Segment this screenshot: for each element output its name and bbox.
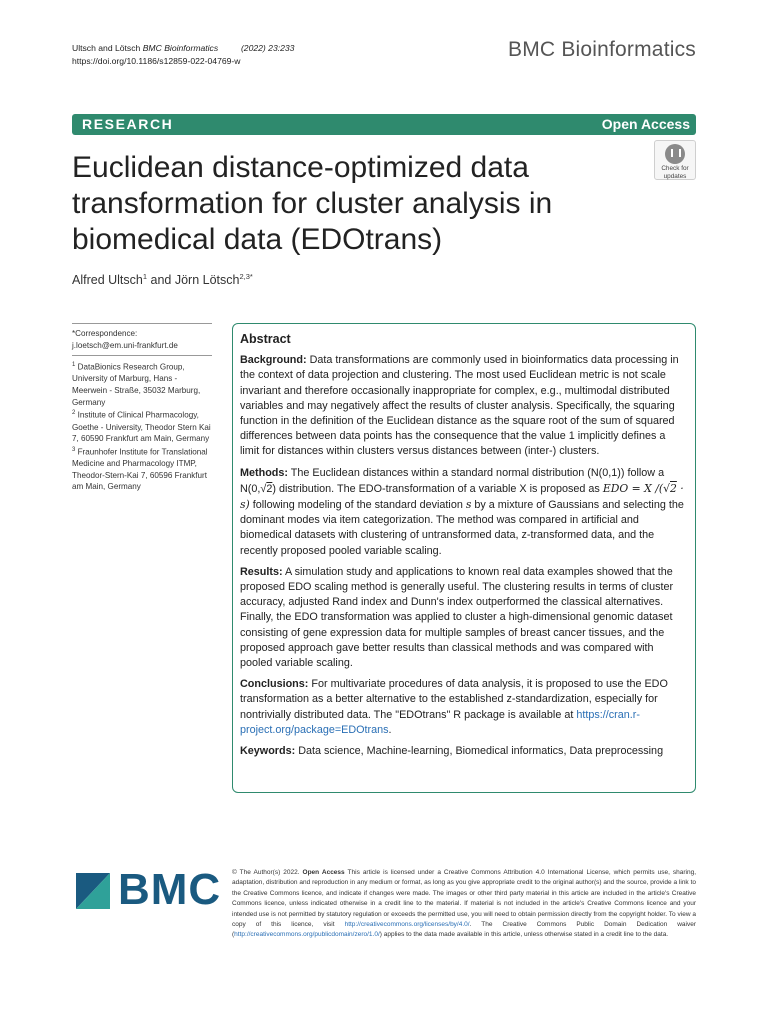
author-line [72, 272, 253, 287]
crossmark-line2: updates [663, 173, 687, 180]
abstract-methods: Methods: The Euclidean distances within a standard normal distribution (N(0,1)) follow a N(0,√2) distribution. The EDO-transformation of a variable X is proposed as EDO = X /(√2 · s) following modeling of the standard deviation s by a mixture of Gaussians and selecting the dominant modes via item categorization. The method was compared in artificial and biomedical datasets with clustering of untransformed data, z-transformed data, and the recently proposed pooled variable scaling. [240, 466, 684, 557]
abstract-keywords: Keywords: Data science, Machine-learning, Biomedical informatics, Data preprocessing [240, 745, 664, 758]
crossmark-line1: Check for [661, 165, 689, 172]
abstract-conclusions: Conclusions: For multivariate procedures of data analysis, it is proposed to use the EDO transformation as a better alternative to the established z-standardization, especially for nontrivially distributed data. The "EDOtrans" R package is available at https://cran.r-project.org/package=EDOtrans. [240, 678, 668, 736]
header-journal: BMC Bioinformatics [142, 43, 219, 53]
cc-by-license-link[interactable]: http://creativecommons.org/licenses/by/4.0/ [344, 921, 470, 929]
edo-formula: EDO = X /(√2 · s) [240, 481, 684, 512]
header-year-volume: (2022) 23:233 [240, 43, 295, 53]
abstract-results: Results: A simulation study and applications to known real data examples showed that the proposed EDO scaling method is generally useful. The clustering results in terms of cluster accuracy, adjusted Rand index and Dunn's index outperformed the classical alternatives. Finally, the EDO transformation was applied to cluster a high-dimensional genomic dataset consisting of gene expression data for multiple samples of breast cancer tissues, and the proposed approach gave better results than classical methods and was compared with pooled variable scaling. [240, 565, 674, 670]
bmc-logo-text: BMC [118, 865, 222, 914]
bmc-logo-mark-icon [76, 873, 110, 909]
article-title: Euclidean distance-optimized data transformation for cluster analysis in biomedical data (EDOtrans) [72, 151, 553, 256]
affiliation-1: $^1$ DataBionics Research Group, University of Marburg, Hans - Meerwein - Straße, 35032 Marburg, Germany [72, 362, 201, 407]
correspondence-label: *Correspondence: [72, 329, 138, 338]
header-authors: Ultsch and Lötsch [72, 43, 141, 53]
header-doi-link[interactable]: https://doi.org/10.1186/s12859-022-04769-w [72, 56, 241, 66]
affiliation-3: $^3$ Fraunhofer Institute for Translational Medicine and Pharmacology ITMP, Theodor-Stern-Kai 7, 60596 Frankfurt am Main, Germany [72, 446, 208, 492]
affiliations-sidebar [72, 323, 212, 493]
research-label: RESEARCH [82, 116, 174, 132]
sqrt-symbol: √ [260, 482, 267, 495]
open-access-label: Open Access [601, 116, 690, 132]
bmc-logo [76, 865, 222, 914]
abstract-box [232, 323, 696, 793]
correspondence-email[interactable]: j.loetsch@em.uni-frankfurt.de [72, 340, 178, 350]
affiliation-2: $^2$ Institute of Clinical Pharmacology, Goethe - University, Theodor Stern Kai 7, 60590 Frankfurt am Main, Germany [72, 410, 211, 444]
author-and: and [147, 273, 175, 288]
running-header [72, 42, 294, 68]
cc-zero-link[interactable]: http://creativecommons.org/publicdomain/zero/1.0/ [234, 931, 380, 939]
cran-package-link[interactable]: https://cran.r-project.org/package=EDOtrans [240, 708, 640, 736]
author-1[interactable]: Alfred Ultsch [72, 273, 143, 288]
article-type-band [72, 114, 696, 135]
license-statement: © The Author(s) 2022. Open Access This article is licensed under a Creative Commons Attribution 4.0 International License, which permits use, sharing, adaptation, distribution and reproduction in any medium or format, as long as you give appropriate credit to the original author(s) and the source, provide a link to the Creative Commons licence, and indicate if changes were made. The images or other third party material in this article are included in the article's Creative Commons licence, unless indicated otherwise in a credit line to the material. If material is not included in the article's Creative Commons licence and your intended use is not permitted by statutory regulation or exceeds the permitted use, you will need to obtain permission directly from the copyright holder. To view a copy of this licence, visit http://creativecommons.org/licenses/by/4.0/. The Creative Commons Public Domain Dedication waiver (http://creativecommons.org/publicdomain/zero/1.0/) applies to the data made available in this article, unless otherwise stated in a credit line to the data. [232, 869, 697, 939]
abstract-heading: Abstract [240, 332, 291, 346]
author-2-affil: 2,3* [239, 272, 253, 281]
abstract-background: Background: Data transformations are commonly used in bioinformatics data processing in the context of data projection and clustering. The most used Euclidean metric is not scale invariant and therefore occasionally inappropriate for complex, e.g., multimodal distributed variables and may negatively affect the results of cluster analysis. Specifically, the squaring function in the definition of the Euclidean distance as the square root of the sum of squared differences between data points has the consequence that the value 1 implicitly defines a limit for distances within clusters versus distances between (inter-) clusters. [240, 354, 679, 458]
author-1-affil: 1 [142, 272, 148, 281]
author-2[interactable]: Jörn Lötsch [174, 273, 240, 288]
citation-line [72, 42, 294, 55]
journal-brand: BMC Bioinformatics [508, 38, 696, 61]
